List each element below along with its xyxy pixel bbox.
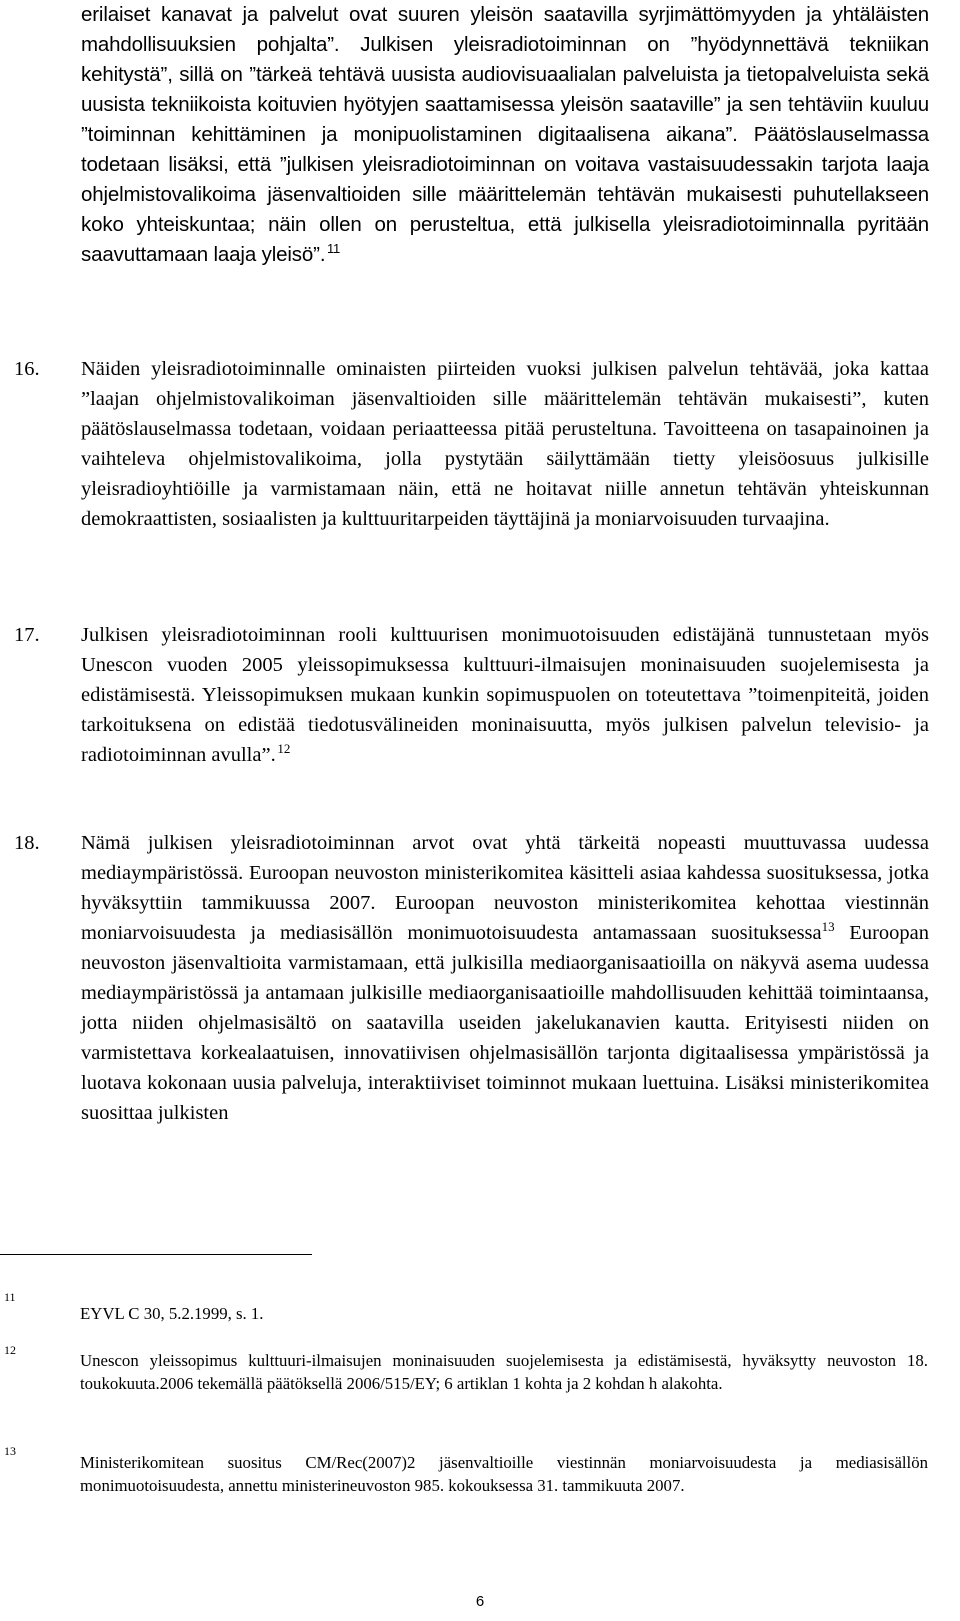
- paragraph-number: 17.: [14, 624, 40, 646]
- footnote-12: Unescon yleissopimus kulttuuri-ilmaisujen moninaisuuden suojelemisesta ja edistämisestä, hyväksytty neuvoston 18. toukokuuta.2006 tekemällä päätöksellä 2006/515/EY; 6 artiklan 1 kohta ja 2 kohdan h alakohta.: [80, 1351, 928, 1393]
- footnote-mark: 13: [4, 1444, 16, 1458]
- page-number: 6: [475, 1593, 485, 1610]
- footnote-11: EYVL C 30, 5.2.1999, s. 1.: [80, 1304, 264, 1323]
- footnote-reference: 12: [277, 741, 291, 756]
- paragraph-text: Julkisen yleisradiotoiminnan rooli kulttuurisen monimuotoisuuden edistäjänä tunnustetaan myös Unescon vuoden 2005 yleissopimuksessa kulttuuri-ilmaisujen moninaisuuden suojelemisesta ja edistämisestä. Yleissopimuksen mukaan kunkin sopimuspuolen on toteutettava ”toimenpiteitä, joiden tarkoituksena on edistää tiedotusvälineiden moninaisuutta, myös julkisen palvelun televisio- ja radiotoiminnan avulla”.: [81, 624, 929, 766]
- footnote-separator: [0, 1254, 312, 1255]
- paragraph-16: Näiden yleisradiotoiminnalle ominaisten piirteiden vuoksi julkisen palvelun tehtävää, joka kattaa ”laajan ohjelmistovalikoiman jäsenvaltioiden sille määrittelemän tehtävän mukaisesti”, kuten päätöslauselmassa todetaan, voidaan periaatteessa pitää perusteltuna. Tavoitteena on tasapainoinen ja vaihteleva ohjelmistovalikoima, jolla pystytään säilyttämään tietty yleisöosuus julkisille yleisradioyhtiöille ja varmistamaan näin, että ne hoitavat niille annetun tehtävän yhteiskunnan demokraattisten, sosiaalisten ja kulttuuritarpeiden täyttäjinä ja moniarvoisuuden turvaajina.: [81, 358, 929, 530]
- footnote-mark: 11: [4, 1290, 16, 1304]
- footnote-reference: 13: [821, 919, 835, 934]
- paragraph-text: Euroopan neuvoston jäsenvaltioita varmistamaan, että julkisilla mediaorganisaatioilla on näkyvä asema uudessa mediaympäristössä ja antamaan julkisille mediaorganisaatioille mahdollisuuden kehittää toimintaansa, jotta niiden ohjelmasisältö on saatavilla useiden jakelukanavien kautta. Erityisesti niiden on varmistettava korkealaatuisen, innovatiivisen ohjelmasisällön tarjonta digitaalisessa ympäristössä ja luotava kokonaan uusia palveluja, interaktiiviset toiminnot mukaan luettuina. Lisäksi ministerikomitea suosittaa julkisten: [81, 922, 930, 1124]
- footnote-reference: 11: [326, 241, 341, 256]
- paragraph-text: Nämä julkisen yleisradiotoiminnan arvot ovat yhtä tärkeitä nopeasti muuttuvassa uudessa mediaympäristössä. Euroopan neuvoston ministerikomitea käsitteli asiaa kahdessa suosituksessa, jotka hyväksyttiin tammikuussa 2007. Euroopan neuvoston ministerikomitea kehottaa viestinnän moniarvoisuudesta ja mediasisällön monimuotoisuudesta antamassaan suosituksessa: [81, 832, 929, 944]
- footnote-mark: 12: [4, 1343, 16, 1357]
- paragraph-number: 18.: [14, 832, 40, 854]
- paragraph-number: 16.: [14, 358, 40, 380]
- paragraph-17: [81, 620, 929, 770]
- paragraph-text: erilaiset kanavat ja palvelut ovat suuren yleisön saatavilla syrjimättömyyden ja yhtäläisten mahdollisuuksien pohjalta”. Julkisen yleisradiotoiminnan on ”hyödynnettävä tekniikan kehitystä”, sillä on ”tärkeä tehtävä uusista audiovisuaalialan palveluista ja tietopalveluista sekä uusista tekniikoista koituvien hyötyjen saattamisessa yleisön saataville” ja sen tehtäviin kuuluu ”toiminnan kehittäminen ja monipuolistaminen digitaalisena aikana”. Päätöslauselmassa todetaan lisäksi, että ”julkisen yleisradiotoiminnan on voitava vastaisuudessakin tarjota laaja ohjelmistovalikoima jäsenvaltioiden sille määrittelemän tehtävän mukaisesti puhutellakseen koko yhteiskuntaa; näin ollen on perusteltua, että julkisella yleisradiotoiminnalla pyritään saavuttamaan laaja yleisö”.: [81, 3, 929, 266]
- footnote-13: Ministerikomitean suositus CM/Rec(2007)2 jäsenvaltioille viestinnän moniarvoisuudesta ja mediasisällön monimuotoisuudesta, annettu ministerineuvoston 985. kokouksessa 31. tammikuuta 2007.: [80, 1453, 928, 1495]
- paragraph-18: [81, 828, 929, 1128]
- paragraph-15-continued: [81, 0, 929, 270]
